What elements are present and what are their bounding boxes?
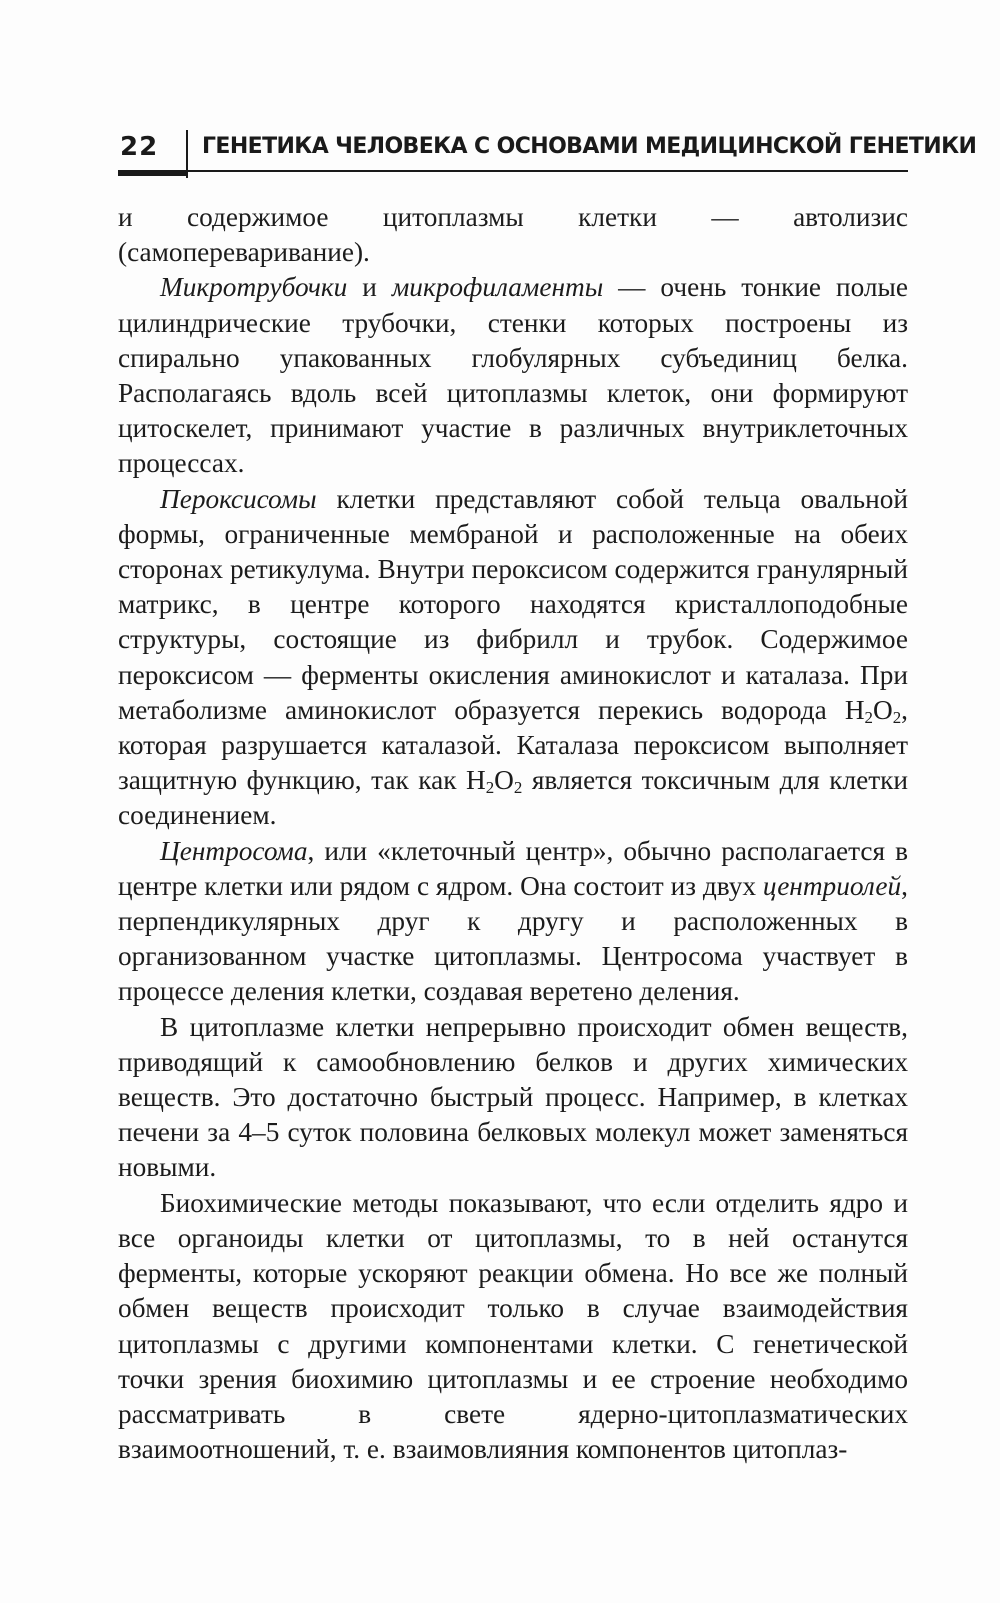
paragraph-text: — очень тонкие полые цилиндрические трубочки, стенки которых построены из спирально упакованных глобулярных субъединиц белка. Располагаясь вдоль всей цитоплазмы клеток, они формируют цитоскелет, принимают участие в различных внутриклеточных процессах. [118, 272, 908, 479]
paragraph-biochemistry [118, 1186, 908, 1468]
term-microfilaments: микрофиламенты [391, 272, 604, 303]
paragraph-text: и [347, 272, 392, 303]
paragraph-microtubules [118, 270, 908, 481]
term-centrioles: центриолей [762, 870, 902, 901]
paragraph-text: Биохимические методы показывают, что если отделить ядро и все органоиды клетки от цитоплазмы, то в ней останутся ферменты, которые ускоряют реакции обмена. Но все же полный обмен веществ происходит только в случае взаимодействия цитоплазмы с другими компонентами клетки. С генетической точки зрения биохимию цитоплазмы и ее строение необходимо рассматривать в свете ядерно-цитоплазматических взаимоотношений, т. е. взаимовлияния компонентов цитоплаз- [118, 1187, 908, 1465]
body-text [118, 200, 908, 1467]
paragraph-text: В цитоплазме клетки непрерывно происходит обмен веществ, приводящий к самообновлению белков и других химических веществ. Это достаточно быстрый процесс. Например, в клетках печени за 4–5 суток половина белковых молекул может заменяться новыми. [118, 1011, 908, 1183]
paragraph-text: , или «клеточный центр», обычно располагается в центре клетки или рядом с ядром. Она состоит из двух [118, 835, 908, 901]
paragraph-continuation [118, 200, 908, 270]
term-peroxisomes: Пероксисомы [160, 483, 317, 514]
paragraph-text: является токсичным для клетки соединением. [118, 765, 908, 831]
formula-h2o2: $H_2O_2$ [844, 694, 902, 728]
paragraph-text: , перпендикулярных друг к другу и расположенных в организованном участке цитоплазмы. Центросома участвует в процессе деления клетки, создавая веретено деления. [118, 870, 908, 1007]
header-rule [118, 170, 908, 172]
term-centrosome: Центросома [160, 835, 308, 866]
page-number: 22 [120, 132, 159, 162]
paragraph-text: и содержимое цитоплазмы клетки — автолизис (самопереваривание). [118, 202, 908, 268]
running-title: ГЕНЕТИКА ЧЕЛОВЕКА С ОСНОВАМИ МЕДИЦИНСКОЙ ГЕНЕТИКИ [202, 134, 977, 159]
term-microtubules: Микротрубочки [160, 272, 348, 303]
running-header [118, 120, 977, 180]
paragraph-peroxisomes [118, 482, 908, 834]
paragraph-metabolism [118, 1010, 908, 1186]
paragraph-text: клетки представляют собой тельца овальной формы, ограниченные мембраной и расположенные на обеих сторонах ретикулума. Внутри пероксисом содержится гранулярный матрикс, в центре которого находятся кристаллоподобные структуры, состоящие из фибрилл и трубок. Содержимое пероксисом — ферменты окисления аминокислот и каталаза. При метаболизме аминокислот образуется перекись водорода [118, 483, 908, 725]
paragraph-centrosome [118, 834, 908, 1010]
formula-h2o2: $H_2O_2$ [465, 765, 523, 798]
paragraph-text: , которая разрушается каталазой. Каталаза пероксисом выполняет защитную функцию, так как [118, 694, 908, 796]
header-rule-accent [118, 170, 188, 176]
